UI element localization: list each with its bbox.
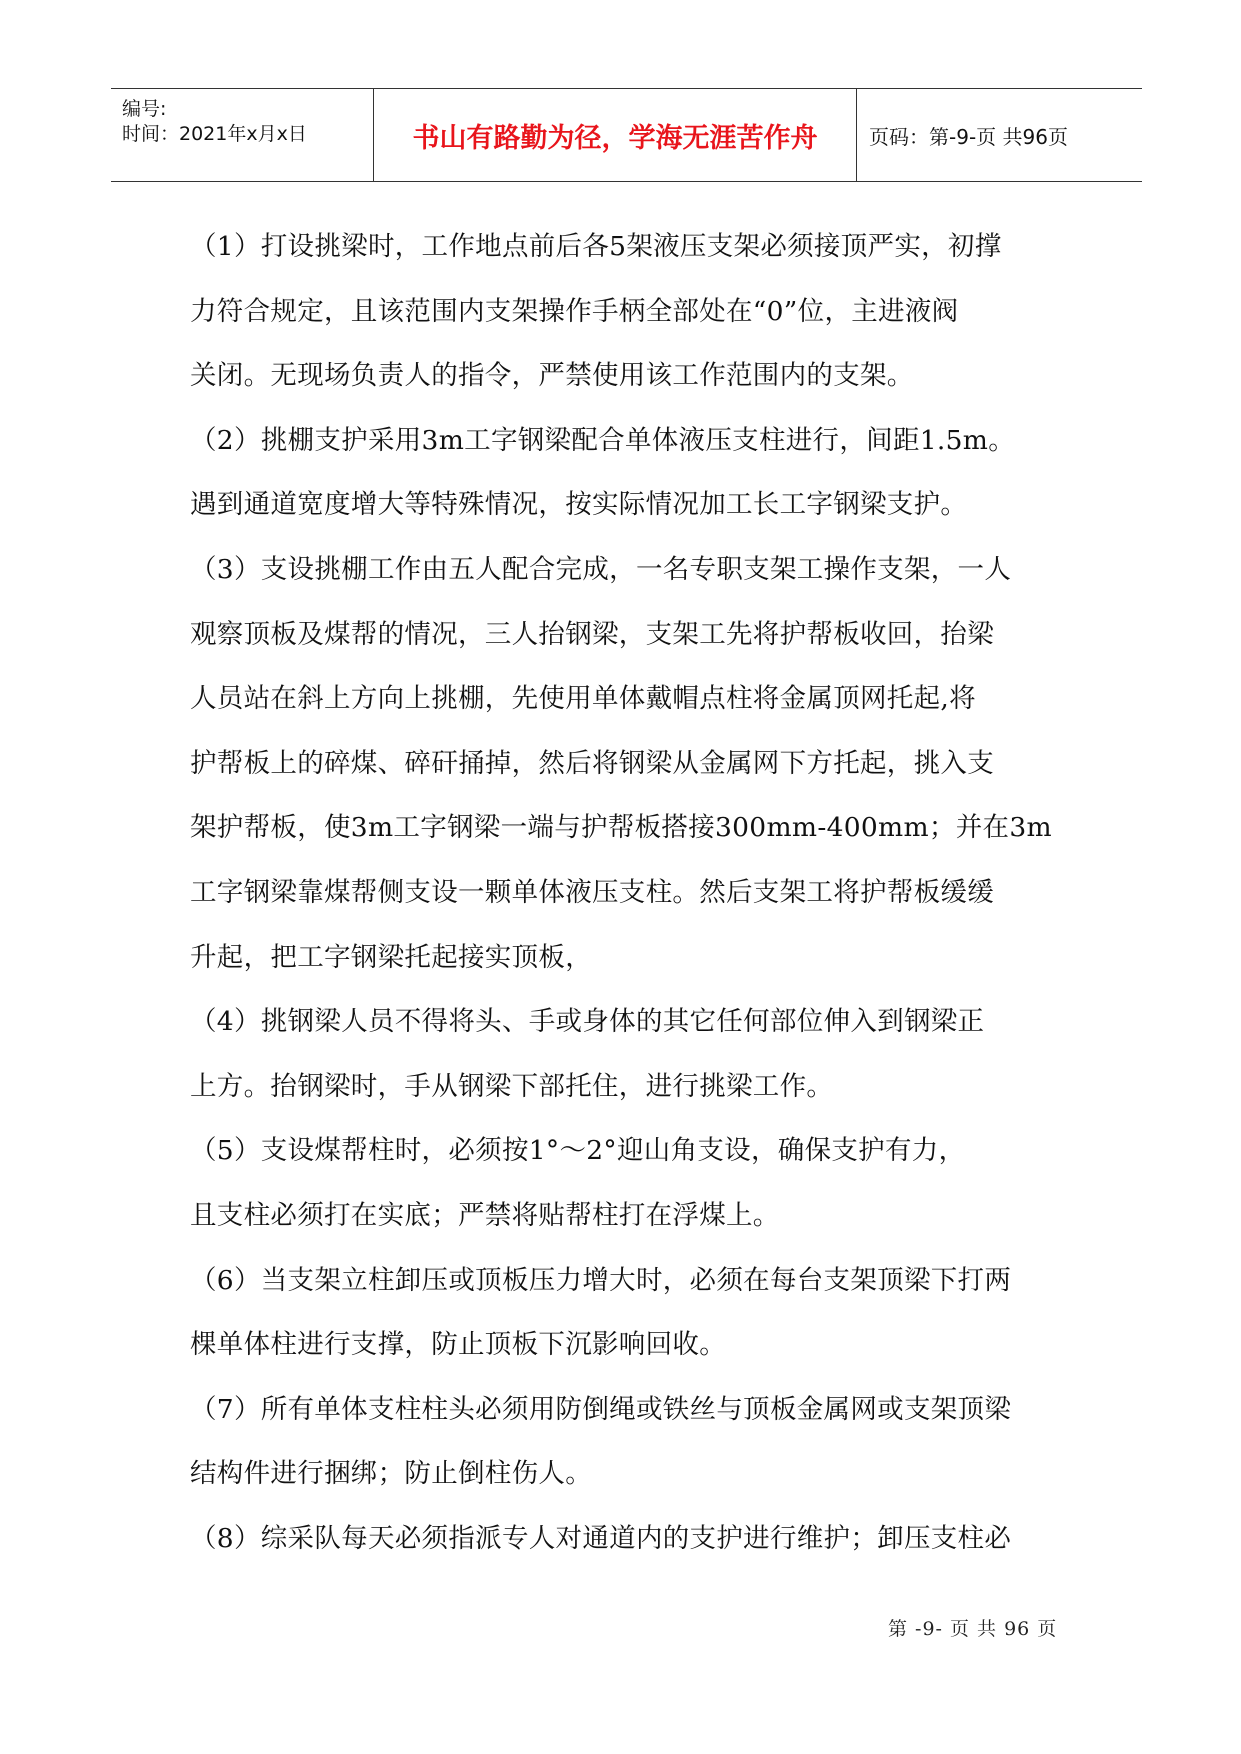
- body-line: 护帮板上的碎煤、碎矸捅掉，然后将钢梁从金属网下方托起，挑入支: [190, 747, 994, 779]
- body-line: （8）综采队每天必须指派专人对通道内的支护进行维护；卸压支柱必: [190, 1522, 1012, 1554]
- header-meta-cell: [111, 89, 374, 181]
- body-line: 上方。抬钢梁时，手从钢梁下部托住，进行挑梁工作。: [190, 1070, 834, 1102]
- body-line: 工字钢梁靠煤帮侧支设一颗单体液压支柱。然后支架工将护帮板缓缓: [190, 876, 994, 908]
- header-page-code: 页码：第-9-页 共96页: [869, 124, 1068, 149]
- body-line: （2）挑棚支护采用3m工字钢梁配合单体液压支柱进行，间距1.5m。: [190, 424, 1016, 456]
- body-line: （7）所有单体支柱柱头必须用防倒绳或铁丝与顶板金属网或支架顶梁: [190, 1393, 1012, 1425]
- body-line: 人员站在斜上方向上挑棚，先使用单体戴帽点柱将金属顶网托起,将: [190, 683, 976, 715]
- body-line: （4）挑钢梁人员不得将头、手或身体的其它任何部位伸入到钢梁正: [190, 1006, 985, 1038]
- body-line: （6）当支架立柱卸压或顶板压力增大时，必须在每台支架顶梁下打两: [190, 1264, 1012, 1296]
- body-line: 遇到通道宽度增大等特殊情况，按实际情况加工长工字钢梁支护。: [190, 489, 968, 521]
- body-line: 棵单体柱进行支撑，防止顶板下沉影响回收。: [190, 1329, 726, 1361]
- page-header: [111, 88, 1142, 182]
- document-number-label: 编号:: [122, 98, 167, 120]
- body-line: 力符合规定，且该范围内支架操作手柄全部处在“0”位，主进液阀: [190, 295, 959, 327]
- document-body: [190, 215, 1070, 1571]
- header-motto: 书山有路勤为径，学海无涯苦作舟: [374, 89, 857, 181]
- body-line: 观察顶板及煤帮的情况，三人抬钢梁，支架工先将护帮板收回，抬梁: [190, 618, 994, 650]
- body-line: （1）打设挑梁时，工作地点前后各5架液压支架必须接顶严实，初撑: [190, 231, 1002, 262]
- document-time-label: 时间：2021年x月x日: [122, 123, 307, 145]
- body-line: 关闭。无现场负责人的指令，严禁使用该工作范围内的支架。: [190, 360, 914, 392]
- body-line: 且支柱必须打在实底；严禁将贴帮柱打在浮煤上。: [190, 1199, 780, 1231]
- body-text: [190, 215, 1070, 1571]
- body-line: 结构件进行捆绑；防止倒柱伤人。: [190, 1458, 592, 1490]
- body-line: （3）支设挑棚工作由五人配合完成，一名专职支架工操作支架，一人: [190, 553, 1012, 585]
- body-line: （5）支设煤帮柱时，必须按1°～2°迎山角支设，确保支护有力，: [190, 1135, 966, 1167]
- body-line: 架护帮板，使3m工字钢梁一端与护帮板搭接300mm-400mm；并在3m: [190, 812, 1052, 844]
- page-footer: 第 -9- 页 共 96 页: [888, 1618, 1058, 1640]
- body-line: 升起，把工字钢梁托起接实顶板，: [190, 941, 592, 973]
